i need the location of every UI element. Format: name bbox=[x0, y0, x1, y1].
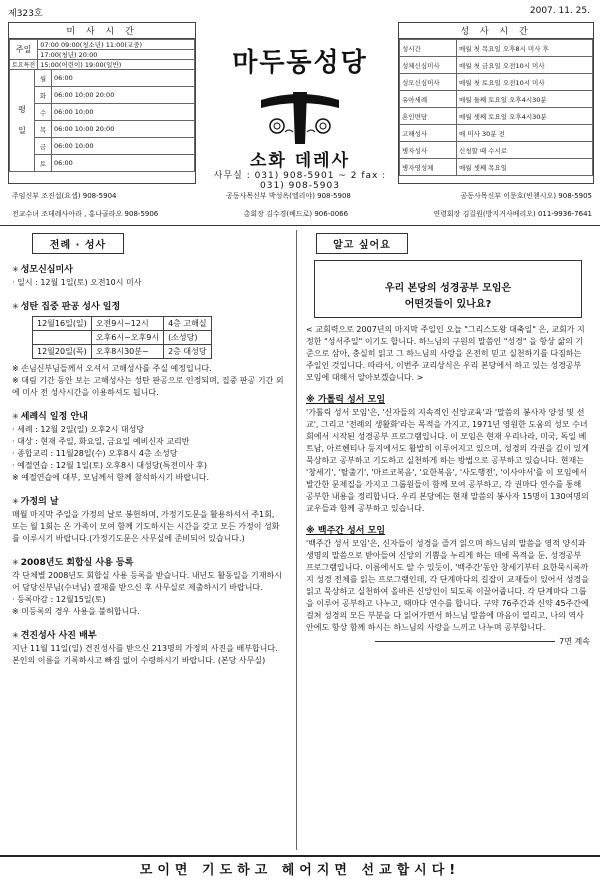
weekday-day: 목 bbox=[35, 121, 52, 138]
staff-row bbox=[12, 209, 592, 219]
weekday-times: 06:00 10:00 bbox=[52, 104, 195, 121]
item-text: 각 단체별 2008년도 회합실 사용 등록을 받습니다. 내년도 활동일을 기재하시어 담당신부님(수녀님) 결재를 받으신 후 사무실로 제출하시기 바랍니다. bbox=[12, 571, 282, 592]
sacrament-name: 병자성사 bbox=[400, 142, 457, 159]
item-text: '백주간 성서 모임'은, 신자들이 성경을 즐겨 읽으며 하느님의 말씀을 영적 양식과 생명의 말씀으로 받아들여 신앙의 기쁨을 누리게 하는 데에 목적을 둔, 성경공부 프로그램입니다. 이름에서도 알 수 있듯이, '백주간'동안 창세기부터 요한묵시록까지 성경 전체를 읽는 프로그램인데, 각 단계마다의 길잡이 교재들이 있어서 성경을 읽고 묵상하고 실천하여 올바른 신앙인이 되도록 이끌어줍니다. 각 단계마다 그룹을 이루어 공부하고 나누고, 때마다 연수를 합니다. 구약 76주간과 신약 45주간에 걸쳐 성경의 모든 부분을 다 읽어가면서 하느님 말씀에 마음이 열리고, 나의 역사 안에도 항상 함께 하시는 하느님의 사랑을 느끼고 나누며 공부합니다. bbox=[306, 539, 589, 632]
column-divider bbox=[296, 230, 297, 850]
sacrament-name: 고해성사 bbox=[400, 125, 457, 142]
item-text: '가톨릭 성서 모임'은, '신자들의 지속적인 신앙교육'과 '말씀의 봉사자 양성 및 선교', 그리고 '전례의 생활화'라는 목적을 가지고, 1971년 영원한 도움의 성모 수녀회에서 시작된 성경공부 프로그램입니다. 이 모임은 현재 우리나라, 미국, 독일 베트남, 아르헨티나 등지에서도 활발히 이루어지고 있으며, 성경의 각권을 깊이 있게 묵상하고 공부하고 기도하고 실천하게 하는 방법으로 공부하고 있습니다. 현재는 '창세기', '탈출기', '마르코복음', '요한복음', '사도행전', '이사야서'를 이 모임에서 발간한 문제집을 가지고 그룹원들이 함께 모여 공부하고, 각 권마다 연수를 통해 공부한 내용을 정리합니다. 우리 본당에는 현재 말씀의 봉사자 15명이 130여명의 교우들과 함께 공부하고 있습니다. bbox=[306, 408, 589, 513]
sacrament-name: 성체신심미사 bbox=[400, 57, 457, 74]
sunday-row: 17:00(청년) 20:00 bbox=[38, 50, 195, 60]
cross-with-roses-icon bbox=[255, 78, 345, 144]
item-line: · 예절연습 : 12월 1일(토) 오후8시 대성당(특전미사 후) bbox=[12, 461, 207, 470]
left-column bbox=[12, 233, 284, 667]
confession-date bbox=[33, 331, 92, 345]
sacrament-time: 매월 둘째 토요일 오후4시30분 bbox=[457, 91, 593, 108]
footer-slogan: 모이면 기도하고 헤어지면 선교합시다! bbox=[0, 855, 600, 885]
item-title: ✳ 2008년도 회합실 사용 등록 bbox=[12, 555, 284, 568]
weekday-day: 토 bbox=[35, 155, 52, 172]
item-line: ※ 예절연습에 대부, 모님께서 함께 참석하시기 바랍니다. bbox=[12, 473, 210, 482]
sacrament-time: 매월 첫 목요일 오후8시 미사 후 bbox=[457, 40, 593, 57]
sacrament-time: 매월 첫 금요일 오전10시 미사 bbox=[457, 57, 593, 74]
mass-schedule-table bbox=[9, 39, 195, 70]
weekday-times: 06:00 10:00 20:00 bbox=[52, 121, 195, 138]
right-column bbox=[306, 233, 590, 648]
sacrament-time: 매 미사 30분 전 bbox=[457, 125, 593, 142]
sacrament-time: 신청할 때 수시로 bbox=[457, 142, 593, 159]
confession-time: 오후8시30분~ bbox=[91, 345, 163, 359]
section-title: 알고 싶어요 bbox=[333, 240, 391, 251]
staff-entry: 공동사목신부 박성옥(엘리야) 908-5908 bbox=[226, 192, 351, 200]
item-line: ※ 미등록의 경우 사용을 불허합니다. bbox=[12, 607, 140, 616]
weekday-day: 화 bbox=[35, 87, 52, 104]
item-line: · 등록마감 : 12월15일(토) bbox=[12, 595, 106, 604]
confession-date: 12월20일(목) bbox=[33, 345, 92, 359]
continued-label: 7면 계속 bbox=[559, 637, 590, 646]
faq-question: 우리 본당의 성경공부 모임은 어떤것들이 있나요? bbox=[384, 283, 512, 310]
faq-question-box bbox=[314, 260, 582, 318]
confession-time: 오전9시~12시 bbox=[91, 317, 163, 331]
note-line: ※ 손님신부님들께서 오셔서 고해성사를 주실 예정입니다. bbox=[12, 364, 212, 373]
item-line: · 대상 : 현재 주일, 화요일, 금요일 예비신자 교리반 bbox=[12, 437, 190, 446]
weekday-times: 06:00 bbox=[52, 70, 195, 87]
item-title: ✳ 견진성사 사진 배부 bbox=[12, 628, 284, 641]
sacrament-table bbox=[399, 39, 593, 176]
office-contact: 사무실 : 031) 908-5901 ~ 2 fax : 031) 908-5903 bbox=[213, 171, 387, 191]
weekday-times: 06:00 bbox=[52, 155, 195, 172]
item-title: ※ 가톨릭 성서 모임 bbox=[306, 395, 386, 405]
weekday-day: 수 bbox=[35, 104, 52, 121]
newsletter-title: 마두동성당 bbox=[232, 48, 368, 78]
sacrament-name: 병자영성체 bbox=[400, 159, 457, 176]
sacrament-time: 매월 셋째 목요일 bbox=[457, 159, 593, 176]
mass-schedule-box bbox=[8, 22, 196, 184]
saturday-value: 15:00(어린이) 19:00(일반) bbox=[38, 60, 195, 70]
header-divider bbox=[0, 225, 600, 226]
confession-time: 오후6시~오후9시 bbox=[91, 331, 163, 345]
item-line: · 일시 : 12월 1일(토) 오전10시 미사 bbox=[12, 278, 142, 287]
sunday-label: 주일 bbox=[10, 40, 38, 60]
weekday-times: 06:00 10:00 bbox=[52, 138, 195, 155]
item-text: 지난 11월 11일(일) 견진성사를 받으신 213명의 가정의 사진을 배부합니다. 본인의 이름을 기록하시고 빠짐 없이 수령하시기 바랍니다. (본당 사무실) bbox=[12, 644, 278, 665]
issue-date: 2007. 11. 25. bbox=[529, 6, 590, 16]
sacrament-time: 매월 셋째 토요일 오후4시30분 bbox=[457, 108, 593, 125]
section-header-liturgy bbox=[32, 233, 124, 254]
staff-entry: 연령회장 김길원(방지거사베리오) 011-9936-7641 bbox=[433, 210, 592, 218]
item-title: ✳ 가정의 날 bbox=[12, 494, 284, 507]
issue-number: 제323호 bbox=[8, 9, 43, 19]
staff-entry: 총회장 김수경(베드로) 906-0066 bbox=[243, 210, 349, 218]
parish-name: 소화 데레사 bbox=[249, 151, 351, 171]
item-line: · 종합교리 : 11월28일(수) 오후8시 4층 소성당 bbox=[12, 449, 178, 458]
sacrament-schedule-box bbox=[398, 22, 594, 184]
staff-entry: 공동사목신부 이문호(빈첸시오) 908-5905 bbox=[460, 192, 592, 200]
note-line: ※ 대림 기간 동안 보는 고해성사는 성탄 판공으로 인정되며, 집중 판공 기간 외에 미사 전 성사시간을 이용하셔도 됩니다. bbox=[12, 376, 284, 397]
section-header-faq bbox=[316, 233, 408, 254]
confession-date: 12월16일(일) bbox=[33, 317, 92, 331]
item-title: ✳ 성탄 집중 판공 성사 일정 bbox=[12, 299, 284, 312]
item-title: ※ 백주간 성서 모임 bbox=[306, 526, 386, 536]
weekday-day: 월 bbox=[35, 70, 52, 87]
item-title: ✳ 성모신심미사 bbox=[12, 262, 284, 275]
sacrament-time: 매월 첫 토요일 오전10시 미사 bbox=[457, 74, 593, 91]
item-title: ✳ 세례식 일정 안내 bbox=[12, 409, 284, 422]
mass-schedule-title: 미 사 시 간 bbox=[9, 23, 195, 39]
item-text: 매월 마지막 주일을 가정의 날로 봉헌하며, 가정기도문을 활용하셔서 주1회, 또는 월 1회는 온 가족이 모여 함께 기도하시는 시간을 갖고 모든 가정이 성화를 이루시기 바랍니다.(가정기도문은 사무실에 준비되어 있습니다.) bbox=[12, 510, 280, 543]
staff-entry: 전교수녀 조데레사아라 , 홍나골라오 908-5906 bbox=[12, 210, 159, 218]
faq-intro: < 교회력으로 2007년의 마지막 주일인 오늘 "그리스도왕 대축일" 은, 교회가 지정한 "성서주일" 이기도 합니다. 하느님의 구원의 말씀인 "성경" 을 항상 삶의 기준으로 삼아, 충실히 읽고 그 하느님의 사랑을 온전히 믿고 실천하기를 다짐하는 주일인 것입니다. 따라서, 이번주 교리상식은 우리 본당에서 하고 있는 성경공부 모임에 대해서 알아보겠습니다. > bbox=[306, 325, 585, 382]
sacrament-name: 성모신심미사 bbox=[400, 74, 457, 91]
weekday-times: 06:00 10:00 20:00 bbox=[52, 87, 195, 104]
section-title: 전례 · 성사 bbox=[49, 240, 107, 251]
item-line: · 세례 : 12월 2일(일) 오후2시 대성당 bbox=[12, 425, 145, 434]
sacrament-schedule-title: 성 사 시 간 bbox=[399, 23, 593, 39]
weekday-label: 평 일 bbox=[10, 70, 35, 172]
saturday-label: 토요특전 bbox=[10, 60, 38, 70]
confession-place: (소성당) bbox=[164, 331, 212, 345]
staff-row bbox=[12, 191, 592, 201]
weekday-table bbox=[9, 69, 195, 172]
confession-place: 4층 고해실 bbox=[164, 317, 212, 331]
sacrament-name: 혼인면담 bbox=[400, 108, 457, 125]
sacrament-name: 유아세례 bbox=[400, 91, 457, 108]
weekday-day: 금 bbox=[35, 138, 52, 155]
confession-place: 2층 대성당 bbox=[164, 345, 212, 359]
confession-table bbox=[32, 316, 212, 359]
continued-note bbox=[306, 636, 590, 648]
sacrament-name: 성시간 bbox=[400, 40, 457, 57]
staff-entry: 주임신부 조진섭(요셉) 908-5904 bbox=[12, 192, 117, 200]
sunday-row: 07:00 09:00(청소년) 11:00(교중) bbox=[38, 40, 195, 50]
